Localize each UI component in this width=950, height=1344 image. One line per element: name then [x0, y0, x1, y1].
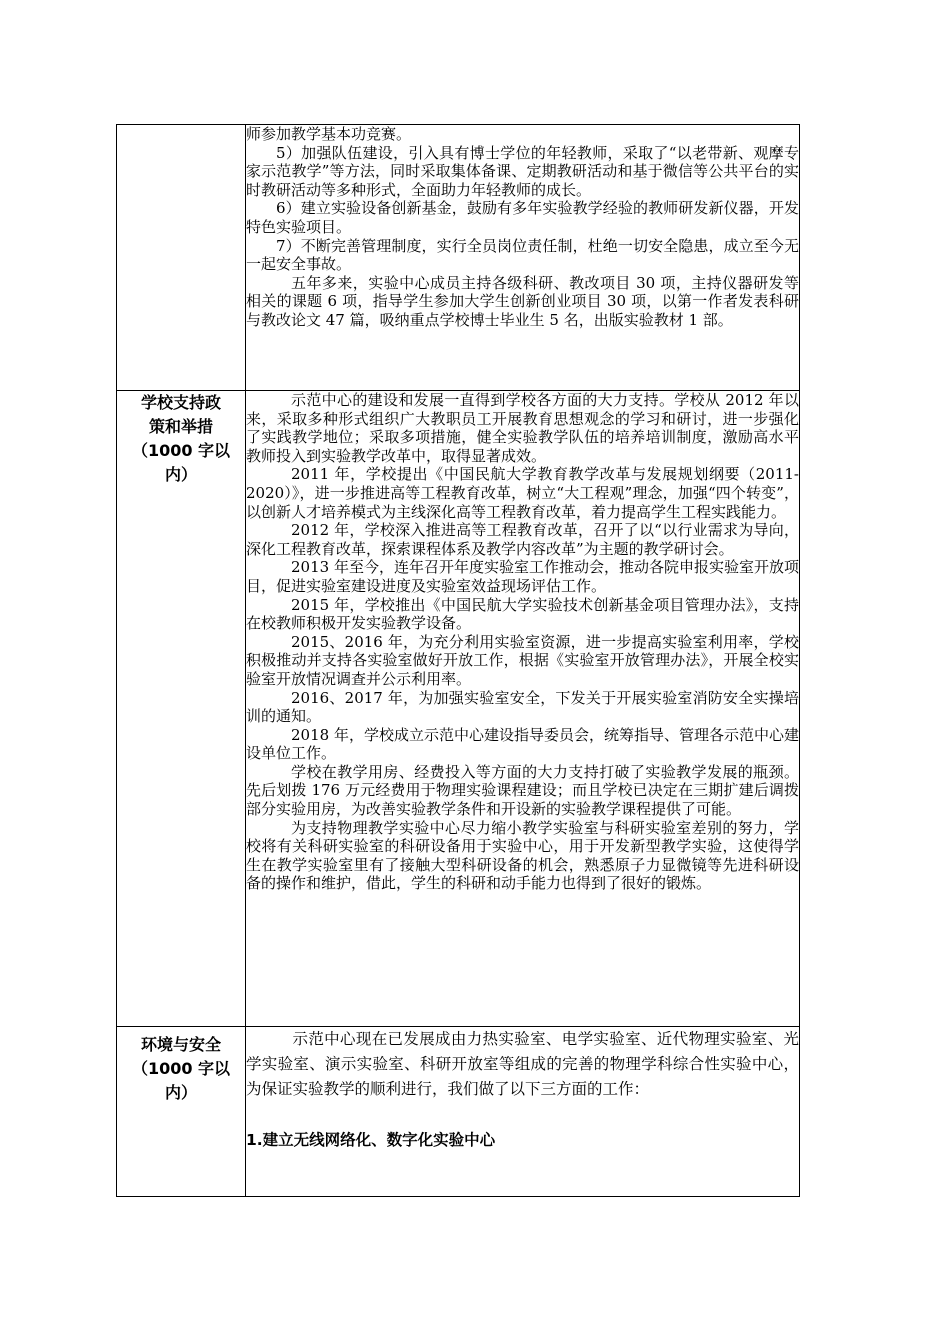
row-content-cell — [246, 1027, 800, 1197]
row-label-school-support — [117, 391, 246, 1027]
document-table — [116, 124, 800, 1197]
paragraph: 师参加教学基本功竞赛。 — [246, 125, 412, 143]
label-line: （1000 字以 — [131, 1059, 231, 1078]
paragraph: 示范中心现在已发展成由力热实验室、电学实验室、近代物理实验室、光学实验室、演示实验室、科研开放室等组成的完善的物理学科综合性实验中心，为保证实验教学的顺利进行，我们做了以下三方面的工作： — [246, 1030, 799, 1098]
paragraph: 7）不断完善管理制度，实行全员岗位责任制，杜绝一切安全隐患，成立至今无一起安全事故。 — [246, 236, 799, 274]
paragraph: 2015 年，学校推出《中国民航大学实验技术创新基金项目管理办法》，支持在校教师积极开发实验教学设备。 — [246, 595, 799, 633]
paragraph: 为支持物理教学实验中心尽力缩小教学实验室与科研实验室差别的努力，学校将有关科研实验室的科研设备用于实验中心，用于开发新型教学实验，这使得学生在教学实验室里有了接触大型科研设备的机会，熟悉原子力显微镜等先进科研设备的操作和维护，借此，学生的科研和动手能力也得到了很好的锻炼。 — [246, 818, 799, 893]
paragraph: 5）加强队伍建设，引入具有博士学位的年轻教师，采取了“以老带新、观摩专家示范教学”等方法，同时采取集体备课、定期教研活动和基于微信等公共平台的实时教研活动等多种形式，全面助力年轻教师的成长。 — [246, 143, 799, 199]
label-line: 学校支持政 — [140, 393, 221, 412]
table-row — [117, 391, 800, 1027]
row-label-environment-safety — [117, 1027, 246, 1197]
paragraph: 2018 年，学校成立示范中心建设指导委员会，统筹指导、管理各示范中心建设单位工作。 — [246, 725, 799, 763]
label-line: 内） — [164, 465, 197, 484]
row-label-cell-empty — [117, 125, 246, 391]
label-line: 环境与安全 — [140, 1035, 221, 1054]
row-content-cell — [246, 125, 800, 391]
paragraph: 五年多来，实验中心成员主持各级科研、教改项目 30 项，主持仪器研发等相关的课题 6 项，指导学生参加大学生创新创业项目 30 项，以第一作者发表科研与教改论文 47 篇，吸纳重点学校博士毕业生 5 名，出版实验教材 1 部。 — [246, 273, 799, 329]
table-row — [117, 125, 800, 391]
paragraph: 2012 年，学校深入推进高等工程教育改革，召开了以“以行业需求为导向，深化工程教育改革，探索课程体系及教学内容改革”为主题的教学研讨会。 — [246, 521, 799, 558]
row-content-cell — [246, 391, 800, 1027]
table-row — [117, 1027, 800, 1197]
paragraph: 2011 年，学校提出《中国民航大学教育教学改革与发展规划纲要（2011-2020）》，进一步推进高等工程教育改革，树立“大工程观”理念，加强“四个转变”，以创新人才培养模式为主线深化高等工程教育改革，着力提高学生工程实践能力。 — [246, 465, 799, 521]
paragraph: 2013 年至今，连年召开年度实验室工作推动会，推动各院申报实验室开放项目，促进实验室建设进度及实验室效益现场评估工作。 — [246, 558, 799, 595]
paragraph: 2015、2016 年，为充分利用实验室资源，进一步提高实验室利用率，学校积极推动并支持各实验室做好开放工作，根据《实验室开放管理办法》，开展全校实验室开放情况调查并公示利用率。 — [246, 632, 799, 688]
label-line: 内） — [164, 1083, 197, 1102]
paragraph: 6）建立实验设备创新基金，鼓励有多年实验教学经验的教师研发新仪器，开发特色实验项目。 — [246, 199, 799, 236]
section-heading: 1.建立无线网络化、数字化实验中心 — [246, 1131, 496, 1149]
paragraph: 示范中心的建设和发展一直得到学校各方面的大力支持。学校从 2012 年以来，采取多种形式组织广大教职员工开展教育思想观念的学习和研讨，进一步强化了实践教学地位；采取多项措施，健全实验教学队伍的培养培训制度，激励高水平教师投入到实验教学改革中，取得显著成效。 — [246, 391, 799, 465]
label-line: 策和举措 — [148, 417, 213, 436]
label-line: （1000 字以 — [131, 441, 231, 460]
paragraph: 2016、2017 年，为加强实验室安全，下发关于开展实验室消防安全实操培训的通知。 — [246, 688, 799, 726]
paragraph: 学校在教学用房、经费投入等方面的大力支持打破了实验教学发展的瓶颈。先后划拨 176 万元经费用于物理实验课程建设；而且学校已决定在三期扩建后调拨部分实验用房，为改善实验教学条件和开设新的实验教学课程提供了可能。 — [246, 762, 799, 819]
